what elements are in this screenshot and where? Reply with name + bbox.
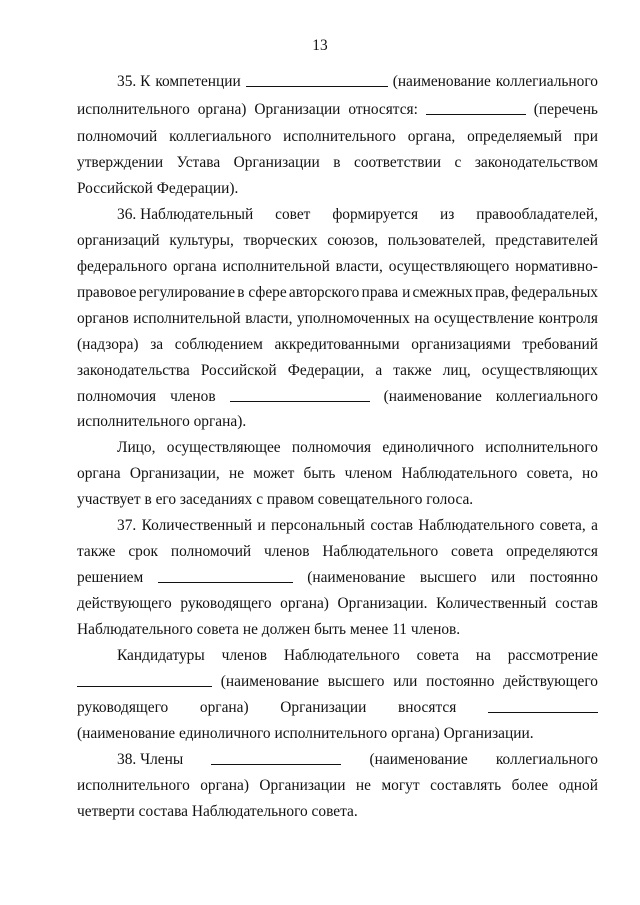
text-line: (наименование высшего или постоянно действующего (77, 672, 598, 692)
text-line: (наименование единоличного исполнительного органа) Организации. (77, 725, 534, 742)
text-line: Кандидатуры членов Наблюдательного совета на рассмотрение (117, 647, 598, 664)
blank-field (158, 568, 293, 583)
text-line: 35. К компетенции (наименование коллегиального (117, 73, 598, 90)
text-line: законодательства Российской Федерации, а также лиц, осуществляющих (77, 362, 598, 379)
text-line: исполнительного органа). (77, 413, 247, 430)
text-line: Российской Федерации). (77, 180, 239, 197)
text-line: 36. Наблюдательный совет формируется из правообладателей, (117, 206, 598, 223)
text-line: действующего руководящего органа) Организации. Количественный состав (77, 595, 598, 612)
text-line: правовое регулирование в сфере авторского права и смежных прав, федеральных (77, 284, 598, 301)
blank-field (426, 100, 526, 115)
text-line: Наблюдательного совета не должен быть менее 11 членов. (77, 621, 461, 638)
text-line: исполнительного органа) Организации относятся: (перечень (77, 101, 598, 118)
text-line: исполнительного органа) Организации не могут составлять более одной (77, 777, 598, 794)
text-line: участвует в его заседаниях с правом совещательного голоса. (77, 491, 474, 508)
text-line: организаций культуры, творческих союзов, пользователей, представителей (77, 232, 598, 249)
blank-field (488, 698, 598, 713)
text-line: полномочия членов (наименование коллегиального (77, 388, 598, 405)
text-line: четверти состава Наблюдательного совета. (77, 803, 358, 820)
text-line: утверждении Устава Организации в соответствии с законодательством (77, 154, 598, 171)
text-line: (надзора) за соблюдением аккредитованными организациями требований (77, 336, 598, 353)
blank-field (77, 672, 212, 687)
text-line: Лицо, осуществляющее полномочия единоличного исполнительного (117, 439, 598, 456)
text-line: федерального органа исполнительной власти, осуществляющего нормативно- (77, 258, 598, 275)
blank-field (230, 387, 370, 402)
blank-field (211, 750, 341, 765)
text-line: решением (наименование высшего или постоянно (77, 569, 598, 586)
text-line: 37. Количественный и персональный состав Наблюдательного совета, а (117, 517, 598, 534)
text-line: также срок полномочий членов Наблюдательного совета определяются (77, 543, 598, 560)
blank-field (246, 72, 388, 87)
text-line: органов исполнительной власти, уполномоченных на осуществление контроля (77, 310, 598, 327)
text-line: 38. Члены (наименование коллегиального (117, 751, 598, 768)
text-line: руководящего органа) Организации вносятся (77, 698, 598, 718)
text-line: органа Организации, не может быть членом Наблюдательного совета, но (77, 465, 598, 482)
text-line: полномочий коллегиального исполнительного органа, определяемый при (77, 128, 598, 145)
page-number: 13 (312, 37, 328, 54)
